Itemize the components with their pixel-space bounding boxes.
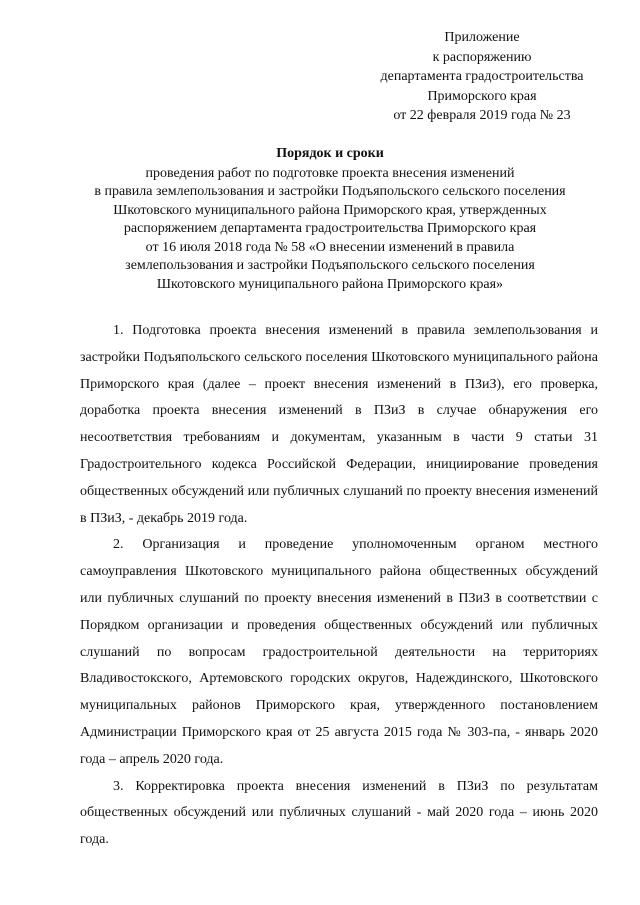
heading-line: землепользования и застройки Подъяпольского сельского поселения xyxy=(125,258,535,273)
heading-line: в правила землепользования и застройки Подъяпольского сельского поселения xyxy=(94,184,566,199)
heading-line: проведения работ по подготовке проекта внесения изменений xyxy=(145,165,515,181)
appendix-line: Приморского края xyxy=(427,88,537,104)
paragraph-2: 2. Организация и проведение уполномоченным органом местного самоуправления Шкотовского муниципального района общественных обсуждений или публичных слушаний по проекту внесения изменений в ПЗиЗ в соответствии с Порядком организации и проведения общественных обсуждений или публичных слушаний по вопросам градостроительной деятельности на территориях Владивостокского, Артемовского городских округов, Надеждинского, Шкотовского муниципальных районов Приморского края, утвержденного постановлением Администрации Приморского края от 25 августа 2015 года № 303-па, - январь 2020 года – апрель 2020 года. xyxy=(80,537,598,767)
heading-line: от 16 июля 2018 года № 58 «О внесении изменений в правила xyxy=(145,239,515,255)
appendix-line: Приложение xyxy=(444,30,520,45)
paragraph-1: 1. Подготовка проекта внесения изменений в правила землепользования и застройки Подъяпольского сельского поселения Шкотовского муниципального района Приморского края (далее – проект внесения изменений в ПЗиЗ), его проверка, доработка проекта внесения изменений в ПЗиЗ в случае обнаружения его несоответствия требованиям и документам, указанным в части 9 статьи 31 Градостроительного кодекса Российской Федерации, инициирование проведения общественных обсуждений или публичных слушаний по проекту внесения изменений в ПЗиЗ, - декабрь 2019 года. xyxy=(80,323,598,526)
paragraph-3: 3. Корректировка проекта внесения изменений в ПЗиЗ по результатам общественных обсуждений или публичных слушаний - май 2020 года – июнь 2020 года. xyxy=(80,778,598,848)
heading-line: Шкотовского муниципального района Приморского края, утвержденных xyxy=(113,202,547,218)
appendix-line: департамента градостроительства xyxy=(380,69,584,84)
document-heading xyxy=(70,145,590,294)
appendix-line: от 22 февраля 2019 года № 23 xyxy=(393,108,571,123)
document-body xyxy=(80,318,598,854)
appendix-line: к распоряжению xyxy=(432,49,532,65)
heading-line: Шкотовского муниципального района Приморского края» xyxy=(156,276,504,292)
document-title: Порядок и сроки xyxy=(276,146,384,161)
heading-line: распоряжением департамента градостроительства Приморского края xyxy=(123,221,537,236)
appendix-block xyxy=(362,28,602,126)
